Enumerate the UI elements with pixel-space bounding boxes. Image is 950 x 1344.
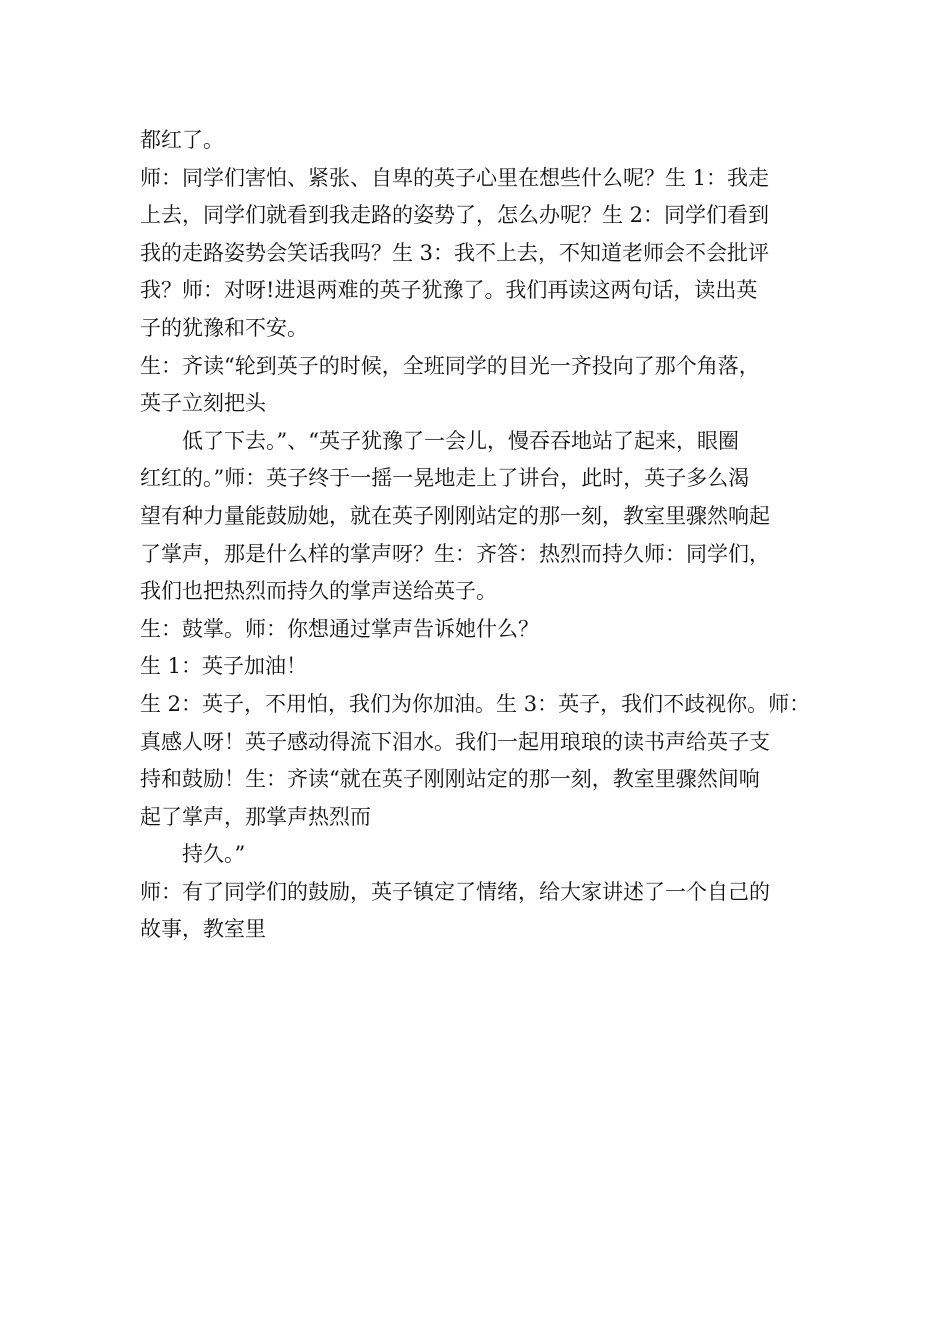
text-line: 持和鼓励！生：齐读“就在英子刚刚站定的那一刻，教室里骤然间响	[140, 767, 760, 792]
text-line: 英子立刻把头	[140, 391, 266, 416]
text-line: 上去，同学们就看到我走路的姿势了，怎么办呢？生 2：同学们看到	[140, 203, 770, 228]
text-line: 我？师：对呀!进退两难的英子犹豫了。我们再读这两句话，读出英	[140, 278, 758, 303]
text-line: 故事，教室里	[140, 917, 266, 942]
text-line: 生 2：英子，不用怕，我们为你加油。生 3：英子，我们不歧视你。师：	[140, 691, 811, 716]
text-line: 生：鼓掌。师：你想通过掌声告诉她什么？	[140, 616, 539, 641]
document-body	[140, 122, 840, 949]
text-line: 都红了。	[140, 128, 224, 152]
text-line: 望有种力量能鼓励她，就在英子刚刚站定的那一刻，教室里骤然响起	[140, 503, 770, 528]
text-line-indented: 持久。”	[182, 842, 246, 867]
text-line: 我的走路姿势会笑话我吗？生 3：我不上去，不知道老师会不会批评	[140, 240, 770, 265]
text-line: 生 1：英子加油！	[140, 654, 308, 679]
text-line: 生：齐读“轮到英子的时候，全班同学的目光一齐投向了那个角落，	[140, 353, 760, 378]
text-line-indented: 低了下去。”、“英子犹豫了一会儿，慢吞吞地站了起来，眼圈	[182, 428, 739, 453]
text-line: 师：同学们害怕、紧张、自卑的英子心里在想些什么呢？生 1：我走	[140, 165, 770, 190]
text-line: 师：有了同学们的鼓励，英子镇定了情绪，给大家讲述了一个自己的	[140, 879, 770, 904]
text-line: 我们也把热烈而持久的掌声送给英子。	[140, 579, 497, 604]
text-line: 真感人呀！英子感动得流下泪水。我们一起用琅琅的读书声给英子支	[140, 729, 770, 754]
text-line: 了掌声，那是什么样的掌声呀？生：齐答：热烈而持久师：同学们，	[140, 541, 770, 566]
text-line: 红红的。”师：英子终于一摇一晃地走上了讲台，此时，英子多么渴	[140, 466, 750, 491]
text-line: 起了掌声，那掌声热烈而	[140, 804, 371, 829]
text-line: 子的犹豫和不安。	[140, 315, 308, 340]
